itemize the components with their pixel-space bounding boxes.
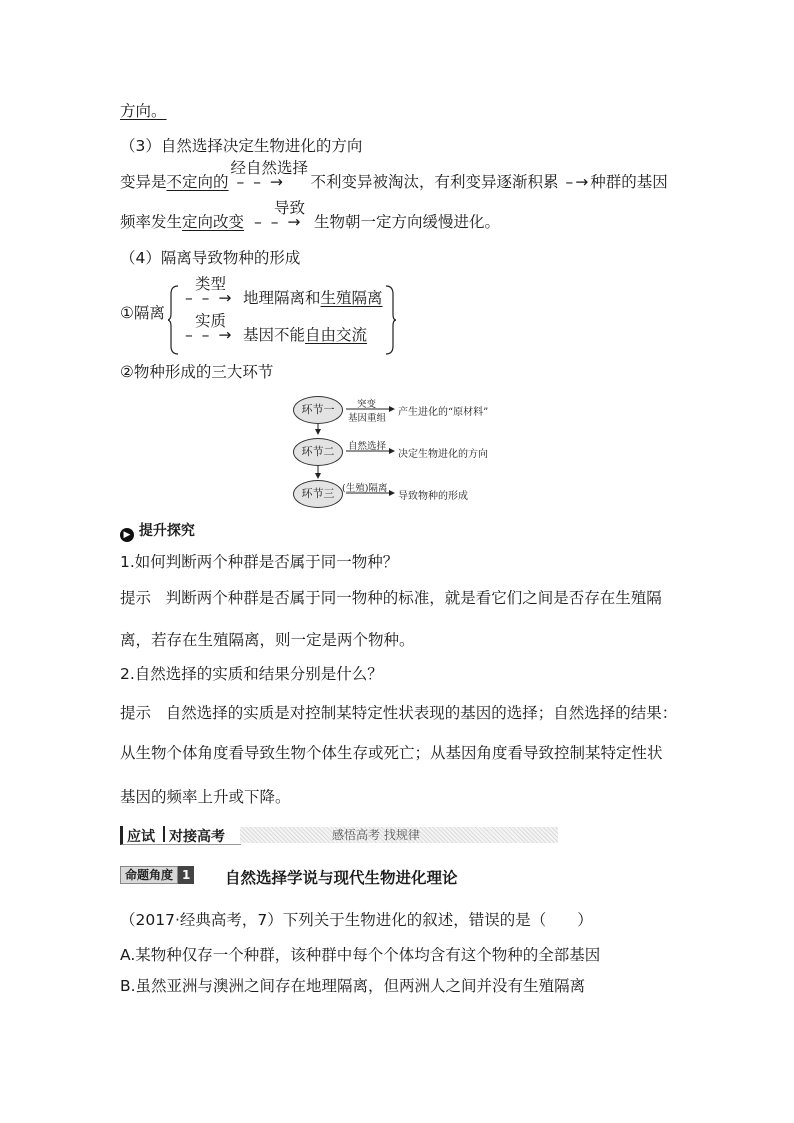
underlined-term: 定向改变 bbox=[182, 213, 245, 231]
question-stem: （2017·经典高考，7）下列关于生物进化的叙述，错误的是（ ） bbox=[120, 911, 593, 929]
answer-1-line-1 bbox=[120, 588, 662, 608]
section-header-divider bbox=[163, 826, 165, 842]
arrow-shaft: – – → bbox=[236, 173, 285, 191]
arrow-shaft: – – → bbox=[254, 213, 303, 231]
topic-badge-label: 命题角度 bbox=[120, 866, 178, 884]
underlined-term: 自由交流 bbox=[305, 326, 368, 344]
flow-arrow-1-top-label: 突变 bbox=[357, 399, 377, 410]
continued-text: 方向。 bbox=[120, 102, 167, 120]
explore-title-text: 提升探究 bbox=[138, 523, 195, 539]
arrow-natural-selection bbox=[229, 159, 311, 192]
option-b: B.虽然亚洲与澳洲之间存在地理隔离，但两洲人之间并没有生殖隔离 bbox=[120, 977, 586, 995]
play-icon: ▶ bbox=[120, 528, 134, 542]
arrow-label: 导致 bbox=[274, 199, 306, 217]
answer-2-line-3: 基因的频率上升或下降。 bbox=[120, 788, 291, 806]
flow-arrow-3-label: (生殖)隔离 bbox=[342, 483, 388, 494]
arrow-shaft: – – → bbox=[185, 289, 234, 307]
arrow-label: 经自然选择 bbox=[230, 159, 309, 177]
section-3-line-1 bbox=[120, 159, 668, 192]
option-a: A.某物种仅存一个种群，该种群中每个个体均含有这个物种的全部基因 bbox=[120, 946, 601, 964]
arrow-shaft: – – → bbox=[185, 326, 234, 344]
hint-text: 判断两个种群是否属于同一物种的标准，就是看它们之间是否存在生殖隔 bbox=[165, 589, 662, 607]
arrow-essence bbox=[185, 312, 243, 345]
answer-2-line-1 bbox=[120, 703, 677, 723]
flow-node-2: 环节二 bbox=[293, 438, 343, 466]
underlined-term: 不定向的 bbox=[166, 173, 229, 191]
topic-badge bbox=[120, 864, 194, 882]
arrow-icon: –→ bbox=[558, 173, 591, 191]
text-segment: 基因不能 bbox=[243, 326, 306, 344]
text-segment: 不利变异被淘汰，有利变异逐渐积累 bbox=[310, 173, 559, 191]
flow-output-2: 决定生物进化的方向 bbox=[398, 449, 488, 460]
species-formation-label: ②物种形成的三大环节 bbox=[120, 363, 274, 381]
right-brace-icon bbox=[384, 284, 396, 356]
section-header-bar bbox=[120, 826, 670, 844]
question-2: 2.自然选择的实质和结果分别是什么？ bbox=[120, 665, 383, 683]
flow-output-1: 产生进化的“原材料” bbox=[398, 407, 489, 418]
section-3-heading: （3）自然选择决定生物进化的方向 bbox=[120, 137, 363, 155]
isolation-label: ①隔离 bbox=[120, 304, 165, 322]
flow-output-3: 导致物种的形成 bbox=[398, 491, 468, 502]
answer-2-line-2: 从生物个体角度看导致生物个体生存或死亡；从基因角度看导致控制某特定性状 bbox=[120, 744, 663, 762]
arrow-type bbox=[185, 275, 243, 308]
section-4-heading: （4）隔离导致物种的形成 bbox=[120, 249, 301, 267]
section-header-tagline: 感悟高考 找规律 bbox=[332, 828, 420, 842]
text-segment: 种群的基因 bbox=[590, 173, 668, 191]
section-header-left: 应试 bbox=[127, 829, 155, 845]
branch-type bbox=[185, 275, 383, 308]
text-segment: 频率发生 bbox=[120, 213, 183, 231]
text-segment: 变异是 bbox=[120, 173, 167, 191]
arrow-leads-to bbox=[244, 199, 314, 232]
hint-prefix: 提示 bbox=[120, 704, 152, 722]
section-3-line-2 bbox=[120, 199, 501, 232]
section-header-pattern bbox=[240, 827, 558, 843]
arrow-label: 类型 bbox=[195, 275, 227, 293]
text-segment: 生物朝一定方向缓慢进化。 bbox=[314, 213, 501, 231]
hint-text: 自然选择的实质是对控制某特定性状表现的基因的选择；自然选择的结果： bbox=[165, 704, 678, 722]
flow-arrow-1-bottom-label: 基因重组 bbox=[348, 413, 387, 424]
text-segment: 地理隔离和 bbox=[243, 289, 321, 307]
topic-title: 自然选择学说与现代生物进化理论 bbox=[225, 869, 458, 887]
arrow-label: 实质 bbox=[195, 312, 227, 330]
flow-arrow-2-label: 自然选择 bbox=[348, 441, 387, 452]
flow-node-1: 环节一 bbox=[293, 396, 343, 424]
explore-title bbox=[120, 520, 195, 542]
section-header-label bbox=[120, 826, 241, 845]
flow-node-3: 环节三 bbox=[293, 480, 343, 508]
hint-prefix: 提示 bbox=[120, 589, 152, 607]
branch-essence bbox=[185, 312, 368, 345]
topic-badge-number: 1 bbox=[178, 866, 194, 884]
underlined-term: 生殖隔离 bbox=[320, 289, 383, 307]
left-brace-icon bbox=[168, 284, 180, 356]
section-header-right: 对接高考 bbox=[169, 829, 225, 845]
answer-1-line-2: 离，若存在生殖隔离，则一定是两个物种。 bbox=[120, 631, 415, 649]
question-1: 1.如何判断两个种群是否属于同一物种？ bbox=[120, 553, 399, 571]
